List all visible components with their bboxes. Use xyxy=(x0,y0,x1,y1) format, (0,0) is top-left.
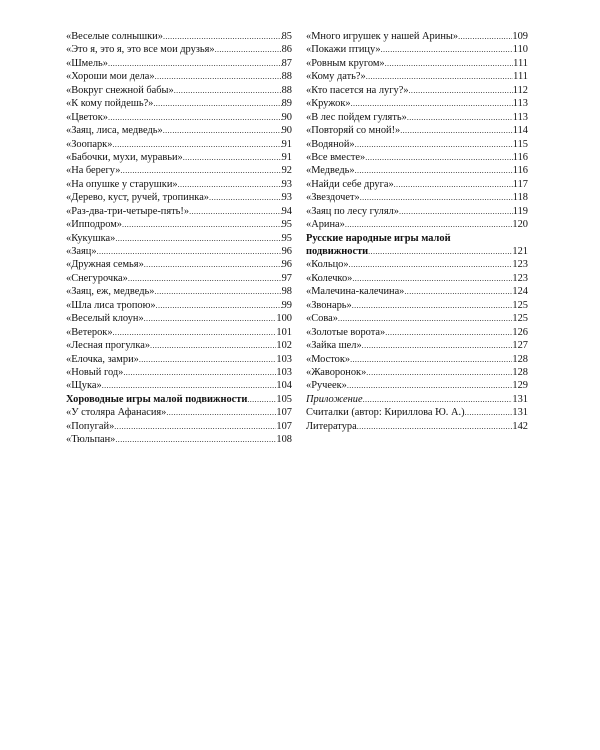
toc-entry-title: «На берегу» xyxy=(66,165,121,177)
toc-leader-dots xyxy=(350,353,512,366)
toc-entry xyxy=(66,406,292,419)
toc-leader-dots xyxy=(407,111,513,124)
toc-entry-title: «Вокруг снежной бабы» xyxy=(66,84,174,96)
toc-entry xyxy=(306,393,528,406)
toc-entry-title: «Тюльпан» xyxy=(66,434,116,446)
toc-entry-title: «Новый год» xyxy=(66,366,124,378)
toc-entry-title: «Звонарь» xyxy=(306,299,352,311)
toc-leader-dots xyxy=(163,30,282,43)
toc-leader-dots xyxy=(123,366,276,379)
toc-entry-title: «Щука» xyxy=(66,380,102,392)
toc-entry-title: «Все вместе» xyxy=(306,151,366,163)
toc-leader-dots xyxy=(144,312,277,325)
toc-entry xyxy=(66,232,292,245)
toc-entry xyxy=(306,339,528,352)
toc-entry-page: 85 xyxy=(281,31,292,42)
toc-leader-dots xyxy=(355,164,513,177)
toc-entry xyxy=(66,151,292,164)
toc-entry xyxy=(66,245,292,258)
toc-leader-dots xyxy=(357,420,513,433)
toc-leader-dots xyxy=(114,420,276,433)
toc-entry-title: «В лес пойдем гулять» xyxy=(306,111,407,123)
toc-entry-page: 102 xyxy=(276,340,292,352)
toc-entry-page: 121 xyxy=(512,246,528,258)
toc-entry-page: 116 xyxy=(512,151,528,163)
toc-leader-dots xyxy=(345,218,513,231)
toc-entry-page: 109 xyxy=(512,31,528,42)
toc-leader-dots xyxy=(154,285,281,298)
toc-leader-dots xyxy=(355,138,513,151)
toc-entry-title: «Много игрушек у нашей Арины» xyxy=(306,31,459,42)
toc-entry-page: 100 xyxy=(276,313,292,325)
toc-leader-dots xyxy=(465,406,513,419)
toc-entry-title: Хороводные игры малой подвижности xyxy=(66,393,248,405)
toc-leader-dots xyxy=(409,84,513,97)
toc-entry-title: «Ровным кругом» xyxy=(306,57,385,69)
toc-entry-page: 89 xyxy=(281,98,292,110)
toc-entry xyxy=(306,97,528,110)
toc-entry-page: 90 xyxy=(281,125,292,137)
toc-leader-dots xyxy=(144,258,282,271)
toc-entry xyxy=(66,339,292,352)
toc-entry-page: 117 xyxy=(512,178,528,190)
toc-entry xyxy=(66,312,292,325)
toc-leader-dots xyxy=(351,97,513,110)
toc-entry-page: 95 xyxy=(281,219,292,231)
toc-left-column xyxy=(66,30,292,447)
toc-entry-title: «Ипподром» xyxy=(66,219,122,231)
toc-entry-title: «Малечина-калечина» xyxy=(306,286,405,298)
toc-leader-dots xyxy=(215,43,282,56)
toc-leader-dots xyxy=(183,151,282,164)
toc-entry xyxy=(306,326,528,339)
toc-entry-page: 113 xyxy=(512,111,528,123)
toc-entry xyxy=(306,379,528,392)
toc-entry-page: 125 xyxy=(512,313,528,325)
toc-entry xyxy=(306,138,528,151)
toc-leader-dots xyxy=(108,111,282,124)
toc-leader-dots xyxy=(108,57,282,70)
toc-leader-dots xyxy=(112,138,281,151)
toc-entry-page: 114 xyxy=(512,125,528,137)
toc-entry xyxy=(306,111,528,124)
toc-entry xyxy=(306,353,528,366)
toc-entry-title: «Заяц по лесу гулял» xyxy=(306,205,399,217)
toc-entry-page: 91 xyxy=(281,151,292,163)
toc-entry-title: «Ветерок» xyxy=(66,326,113,338)
toc-entry xyxy=(66,218,292,231)
toc-entry-title: «У столяра Афанасия» xyxy=(66,407,167,419)
toc-leader-dots xyxy=(166,406,276,419)
toc-entry-page: 86 xyxy=(281,44,292,56)
toc-leader-dots xyxy=(153,97,281,110)
toc-entry-page: 127 xyxy=(512,340,528,352)
toc-entry-page: 95 xyxy=(281,232,292,244)
toc-entry xyxy=(306,420,528,433)
toc-entry xyxy=(306,366,528,379)
toc-leader-dots xyxy=(352,299,513,312)
toc-leader-dots xyxy=(178,178,282,191)
toc-entry-page: 108 xyxy=(276,434,292,446)
toc-leader-dots xyxy=(385,57,514,70)
toc-entry-title: «Бабочки, мухи, муравьи» xyxy=(66,151,183,163)
toc-entry-page: 120 xyxy=(512,219,528,231)
toc-entry-page: 111 xyxy=(513,57,528,69)
toc-entry xyxy=(306,178,528,191)
toc-entry xyxy=(306,258,528,271)
toc-entry xyxy=(66,366,292,379)
toc-entry-title: «Веселые солнышки» xyxy=(66,31,163,42)
toc-leader-dots xyxy=(174,84,282,97)
toc-entry xyxy=(306,191,528,204)
toc-leader-dots xyxy=(115,433,276,446)
toc-entry-page: 110 xyxy=(512,44,528,56)
toc-entry xyxy=(66,30,292,43)
toc-section-heading: Русские народные игры малой xyxy=(306,232,451,244)
toc-entry-title: «Кольцо» xyxy=(306,259,349,271)
toc-entry-page: 107 xyxy=(276,407,292,419)
toc-leader-dots xyxy=(338,312,513,325)
toc-entry-title: «Медведь» xyxy=(306,165,355,177)
toc-entry-title: «Водяной» xyxy=(306,138,355,150)
toc-entry-page: 131 xyxy=(512,407,528,419)
toc-leader-dots xyxy=(97,245,282,258)
toc-leader-dots xyxy=(139,353,277,366)
toc-leader-dots xyxy=(366,366,512,379)
toc-entry-page: 90 xyxy=(281,111,292,123)
toc-entry xyxy=(306,272,528,285)
toc-entry-title: «Зайка шел» xyxy=(306,340,362,352)
toc-entry-page: 119 xyxy=(512,205,528,217)
toc-entry-title: «Веселый клоун» xyxy=(66,313,144,325)
toc-entry-page: 129 xyxy=(512,380,528,392)
toc-entry xyxy=(66,191,292,204)
toc-right-column xyxy=(306,30,528,433)
toc-entry-title: «Найди себе друга» xyxy=(306,178,394,190)
toc-entry-title: «Повторяй со мной!» xyxy=(306,125,401,137)
toc-entry-title: «Попугай» xyxy=(66,420,115,432)
toc-entry-title: «Шмель» xyxy=(66,57,108,69)
toc-entry xyxy=(306,124,528,137)
toc-entry xyxy=(66,124,292,137)
toc-entry xyxy=(306,406,528,419)
toc-leader-dots xyxy=(347,379,513,392)
toc-entry xyxy=(66,326,292,339)
toc-entry-page: 115 xyxy=(512,138,528,150)
toc-entry xyxy=(306,70,528,83)
toc-entry xyxy=(306,151,528,164)
toc-entry-title: «Покажи птицу» xyxy=(306,44,381,56)
toc-entry-title: «Заяц, еж, медведь» xyxy=(66,286,155,298)
toc-entry-title: «Снегурочка» xyxy=(66,272,128,284)
toc-leader-dots xyxy=(156,299,282,312)
toc-entry-page: 112 xyxy=(512,84,528,96)
toc-entry-page: 131 xyxy=(512,393,528,405)
toc-leader-dots xyxy=(122,218,282,231)
toc-entry-page: 101 xyxy=(276,326,292,338)
toc-entry-page: 91 xyxy=(281,138,292,150)
toc-entry-page: 111 xyxy=(513,71,528,83)
toc-entry xyxy=(66,353,292,366)
toc-entry-title: «К кому пойдешь?» xyxy=(66,98,154,110)
toc-entry xyxy=(306,285,528,298)
toc-entry-page: 103 xyxy=(276,366,292,378)
toc-leader-dots xyxy=(247,393,276,406)
toc-entry xyxy=(306,312,528,325)
toc-leader-dots xyxy=(163,124,282,137)
toc-entry-title: «Золотые ворота» xyxy=(306,326,386,338)
toc-leader-dots xyxy=(115,232,281,245)
toc-entry-title: «Арина» xyxy=(306,219,345,231)
toc-entry-title: «Кукушка» xyxy=(66,232,116,244)
toc-entry-title: «Мосток» xyxy=(306,353,351,365)
toc-entry-page: 142 xyxy=(512,420,528,432)
toc-entry-title: Литература xyxy=(306,420,357,432)
toc-entry-page: 123 xyxy=(512,272,528,284)
toc-entry-page: 93 xyxy=(281,178,292,190)
toc-entry-page: 118 xyxy=(512,192,528,204)
toc-entry-title: Считалки (автор: Кириллова Ю. А.) xyxy=(306,407,465,419)
toc-leader-dots xyxy=(102,379,277,392)
toc-entry-page: 96 xyxy=(281,246,292,257)
toc-entry xyxy=(306,84,528,97)
toc-entry-page: 94 xyxy=(281,205,292,217)
toc-leader-dots xyxy=(128,272,282,285)
toc-entry-title: «Колечко» xyxy=(306,272,353,284)
toc-leader-dots xyxy=(365,151,513,164)
toc-leader-dots xyxy=(352,272,512,285)
toc-leader-dots xyxy=(360,191,513,204)
toc-entry xyxy=(66,70,292,83)
toc-entry xyxy=(66,285,292,298)
toc-entry-page: 125 xyxy=(512,299,528,311)
toc-entry xyxy=(306,30,528,43)
toc-entry-title: «Дерево, куст, ручей, тропинка» xyxy=(66,192,210,204)
toc-entry xyxy=(66,420,292,433)
toc-entry-page: 123 xyxy=(512,259,528,271)
toc-entry xyxy=(306,299,528,312)
toc-entry xyxy=(66,379,292,392)
toc-leader-dots xyxy=(120,164,281,177)
toc-entry xyxy=(306,43,528,56)
toc-entry-title: «Заяц, лиса, медведь» xyxy=(66,125,163,137)
toc-entry-title: «Дружная семья» xyxy=(66,259,144,271)
toc-entry xyxy=(306,218,528,231)
toc-entry-page: 126 xyxy=(512,326,528,338)
toc-entry-title: «Хороши мои дела» xyxy=(66,71,155,83)
toc-entry xyxy=(66,138,292,151)
toc-entry-page: 88 xyxy=(281,84,292,96)
toc-entry xyxy=(66,393,292,406)
toc-entry-title: «Раз-два-три-четыре-пять!» xyxy=(66,205,190,217)
toc-entry xyxy=(66,272,292,285)
toc-leader-dots xyxy=(113,326,277,339)
toc-entry xyxy=(66,433,292,446)
toc-entry-title: «Цветок» xyxy=(66,111,108,123)
toc-entry xyxy=(66,57,292,70)
toc-entry xyxy=(66,258,292,271)
toc-entry xyxy=(66,299,292,312)
toc-leader-dots xyxy=(368,245,512,258)
toc-entry xyxy=(306,205,528,218)
toc-leader-dots xyxy=(404,285,512,298)
toc-entry-title: «Кто пасется на лугу?» xyxy=(306,84,409,96)
toc-entry-page: 116 xyxy=(512,165,528,177)
toc-entry-title: подвижности xyxy=(306,246,369,258)
toc-entry-page: 99 xyxy=(281,299,292,311)
toc-entry-page: 107 xyxy=(276,420,292,432)
toc-leader-dots xyxy=(363,393,513,406)
toc-entry-page: 113 xyxy=(512,98,528,110)
toc-leader-dots xyxy=(399,205,513,218)
toc-entry-page: 92 xyxy=(281,165,292,177)
toc-entry xyxy=(66,111,292,124)
toc-entry-title: Приложение xyxy=(306,393,363,405)
toc-leader-dots xyxy=(209,191,282,204)
toc-leader-dots xyxy=(381,43,513,56)
toc-entry-title: «Кому дать?» xyxy=(306,71,366,83)
toc-entry-title: «Заяц» xyxy=(66,246,97,257)
toc-entry-title: «Сова» xyxy=(306,313,338,325)
toc-entry-page: 103 xyxy=(276,353,292,365)
toc-leader-dots xyxy=(400,124,513,137)
toc-leader-dots xyxy=(458,30,512,43)
toc-entry-page: 87 xyxy=(281,57,292,69)
toc-entry-page: 97 xyxy=(281,272,292,284)
toc-entry-page: 128 xyxy=(512,353,528,365)
toc-section-heading-entry xyxy=(306,245,528,258)
toc-leader-dots xyxy=(394,178,513,191)
toc-entry-page: 98 xyxy=(281,286,292,298)
toc-entry-title: «Звездочет» xyxy=(306,192,360,204)
toc-entry xyxy=(66,164,292,177)
toc-entry-page: 105 xyxy=(276,393,292,405)
toc-entry-page: 104 xyxy=(276,380,292,392)
toc-leader-dots xyxy=(189,205,282,218)
toc-entry xyxy=(66,205,292,218)
toc-entry-page: 96 xyxy=(281,259,292,271)
toc-entry-title: «Елочка, замри» xyxy=(66,353,139,365)
toc-entry-title: «Ручеек» xyxy=(306,380,347,392)
toc-entry-title: «На опушке у старушки» xyxy=(66,178,178,190)
toc-entry xyxy=(306,57,528,70)
toc-entry-title: «Это я, это я, это все мои друзья» xyxy=(66,44,215,56)
toc-leader-dots xyxy=(155,70,282,83)
toc-entry-title: «Кружок» xyxy=(306,98,351,110)
toc-entry-title: «Жаворонок» xyxy=(306,366,367,378)
toc-entry-title: «Шла лиса тропою» xyxy=(66,299,156,311)
toc-entry xyxy=(306,164,528,177)
toc-entry-title: «Лесная прогулка» xyxy=(66,340,151,352)
toc-entry xyxy=(66,43,292,56)
toc-leader-dots xyxy=(150,339,276,352)
toc-entry xyxy=(66,178,292,191)
toc-leader-dots xyxy=(362,339,513,352)
toc-entry-page: 128 xyxy=(512,366,528,378)
toc-entry-page: 93 xyxy=(281,192,292,204)
toc-leader-dots xyxy=(366,70,513,83)
toc-leader-dots xyxy=(349,258,513,271)
toc-entry-title: «Зоопарк» xyxy=(66,138,113,150)
toc-entry xyxy=(66,84,292,97)
toc-entry xyxy=(66,97,292,110)
toc-entry-page: 88 xyxy=(281,71,292,83)
toc-leader-dots xyxy=(385,326,512,339)
toc-entry-page: 124 xyxy=(512,286,528,298)
